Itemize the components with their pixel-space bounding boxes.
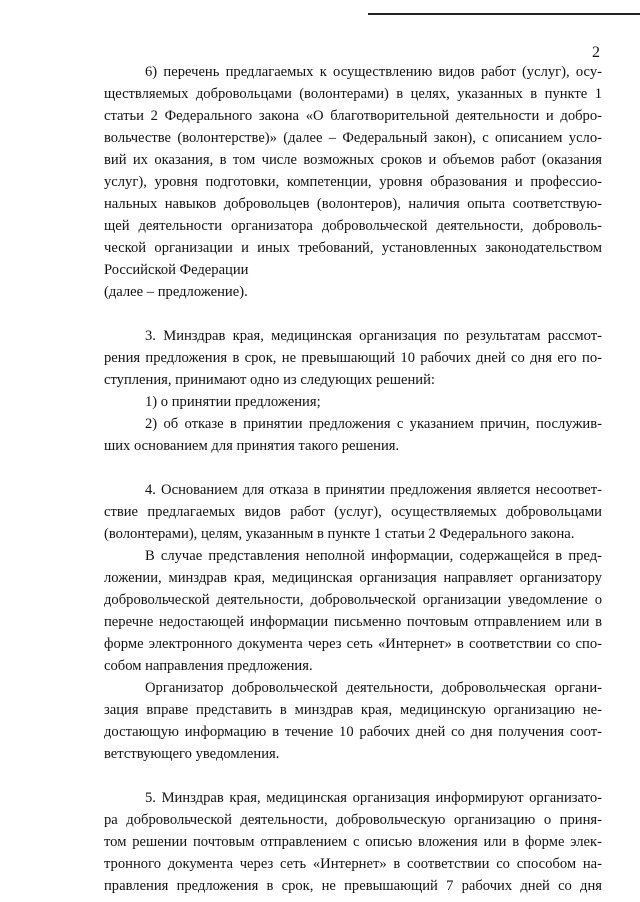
text-line: ствие предлагаемых видов работ (услуг), осуществляемых добровольцами xyxy=(104,504,602,520)
text-line: вий их оказания, в том числе возможных сроков и объемов работ (оказания xyxy=(104,152,602,168)
page-number: 2 xyxy=(592,44,600,61)
text-line: перечне недостающей информации письменно почтовым отправлением или в xyxy=(104,614,602,630)
text-line: ществляемых добровольцами (волонтерами) в целях, указанных в пункте 1 xyxy=(104,86,602,102)
text-line: ших основанием для принятия такого решения. xyxy=(104,438,400,454)
text-line: ложении, минздрав края, медицинская организация направляет организатору xyxy=(104,570,602,586)
text-line: 6) перечень предлагаемых к осуществлению видов работ (услуг), осу- xyxy=(145,64,602,80)
text-line: вольчестве (волонтерстве)» (далее – Федеральный закон), с описанием усло- xyxy=(104,130,602,146)
text-line: щей деятельности организатора добровольческой деятельности, доброволь- xyxy=(104,218,602,234)
text-line: Российской Федерации xyxy=(104,262,249,278)
text-line: услуг), уровня подготовки, компетенции, уровня образования и профессио- xyxy=(104,174,602,190)
text-line: 4. Основанием для отказа в принятии предложения является несоответ- xyxy=(145,482,602,498)
text-line: 5. Минздрав края, медицинская организация информируют организато- xyxy=(145,790,602,806)
text-line: правления предложения в срок, не превышающий 7 рабочих дней со дня xyxy=(104,878,602,894)
text-line: собом направления предложения. xyxy=(104,658,313,674)
text-line: 2) об отказе в принятии предложения с указанием причин, послужив- xyxy=(145,416,602,432)
text-line: зация вправе представить в минздрав края, медицинскую организацию не- xyxy=(104,702,602,718)
text-line: 1) о принятии предложения; xyxy=(145,394,321,410)
text-line: ра добровольческой деятельности, добровольческую организацию о приня- xyxy=(104,812,602,828)
text-line: (далее – предложение). xyxy=(104,284,248,300)
text-line: добровольческой деятельности, добровольческой организации уведомление о xyxy=(104,592,602,608)
text-line: В случае представления неполной информации, содержащейся в пред- xyxy=(145,548,602,564)
text-line: 3. Минздрав края, медицинская организация по результатам рассмот- xyxy=(145,328,602,344)
text-line: ступления, принимают одно из следующих решений: xyxy=(104,372,435,388)
text-line: статьи 2 Федерального закона «О благотворительной деятельности и добро- xyxy=(104,108,602,124)
text-line: тронного документа через сеть «Интернет» в соответствии со способом на- xyxy=(104,856,602,872)
text-line: том решении почтовым отправлением с описью вложения или в форме элек- xyxy=(104,834,602,850)
top-rule xyxy=(368,13,640,15)
text-line: Организатор добровольческой деятельности, добровольческая органи- xyxy=(145,680,602,696)
text-line: нальных навыков добровольцев (волонтеров), наличия опыта соответствую- xyxy=(104,196,602,212)
text-line: рения предложения в срок, не превышающий 10 рабочих дней со дня его по- xyxy=(104,350,602,366)
text-line: форме электронного документа через сеть «Интернет» в соответствии со спо- xyxy=(104,636,602,652)
text-line: ческой организации и иных требований, установленных законодательством xyxy=(104,240,602,256)
text-line: (волонтерами), целям, указанным в пункте 1 статьи 2 Федерального закона. xyxy=(104,526,575,542)
text-line: достающую информацию в течение 10 рабочих дней со дня получения соот- xyxy=(104,724,602,740)
text-line: ветствующего уведомления. xyxy=(104,746,280,762)
